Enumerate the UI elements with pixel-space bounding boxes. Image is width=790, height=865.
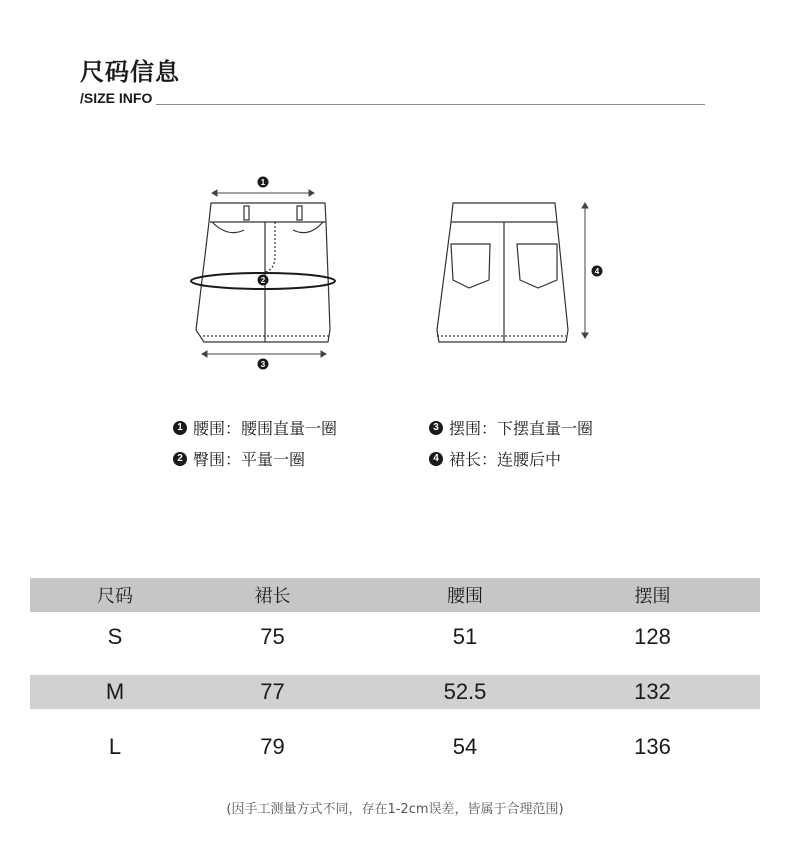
svg-text:4: 4 <box>594 267 600 276</box>
table-cell: 132 <box>634 679 671 704</box>
waist-measure-arrow <box>212 190 314 196</box>
marker-4 <box>592 266 603 277</box>
legend-item-waist <box>173 416 337 439</box>
table-row <box>30 620 760 654</box>
legend-item-hem <box>429 416 593 439</box>
table-cell: 79 <box>260 734 285 759</box>
page-title: 尺码信息 <box>80 58 180 86</box>
marker-1 <box>258 177 269 188</box>
table-cell-size: S <box>107 624 123 649</box>
table-cell: 54 <box>452 734 478 759</box>
size-table <box>30 578 760 764</box>
skirt-diagram <box>0 0 790 400</box>
table-header-cell: 裙长 <box>254 586 291 607</box>
table-cell: 52.5 <box>443 679 487 704</box>
table-row <box>30 675 760 709</box>
legend-item-length <box>429 447 561 470</box>
legend-marker: 2 <box>173 452 187 466</box>
table-cell: 75 <box>260 624 285 649</box>
table-header-cell: 尺码 <box>97 586 133 607</box>
legend-marker: 4 <box>429 452 443 466</box>
table-row <box>30 730 760 764</box>
legend-text: 腰围：腰围直量一圈 <box>193 419 338 438</box>
svg-text:2: 2 <box>260 276 266 285</box>
legend-text: 臀围：平量一圈 <box>193 450 306 469</box>
legend-text: 裙长：连腰后中 <box>449 450 562 469</box>
marker-2 <box>258 275 269 286</box>
table-cell: 128 <box>634 624 671 649</box>
skirt-back-illustration <box>437 203 568 342</box>
hem-measure-arrow <box>202 351 326 357</box>
legend-text: 摆围：下摆直量一圈 <box>449 419 594 438</box>
table-cell-size: L <box>108 734 122 759</box>
legend-marker: 1 <box>173 421 187 435</box>
length-measure-arrow <box>582 203 588 338</box>
table-header-row <box>30 578 760 612</box>
measurement-note: (因手工测量方式不同，存在1-2cm误差，皆属于合理范围) <box>226 802 564 817</box>
legend-item-hip <box>173 447 305 470</box>
table-cell: 51 <box>452 624 478 649</box>
page-subtitle: /SIZE INFO <box>80 90 153 106</box>
table-header-cell: 腰围 <box>447 586 483 607</box>
table-cell: 136 <box>634 734 671 759</box>
table-cell: 77 <box>260 679 285 704</box>
svg-text:3: 3 <box>260 360 266 369</box>
table-header-cell: 摆围 <box>634 586 671 607</box>
marker-3 <box>258 359 269 370</box>
svg-text:1: 1 <box>260 178 266 187</box>
legend-marker: 3 <box>429 421 443 435</box>
table-cell-size: M <box>105 679 125 704</box>
